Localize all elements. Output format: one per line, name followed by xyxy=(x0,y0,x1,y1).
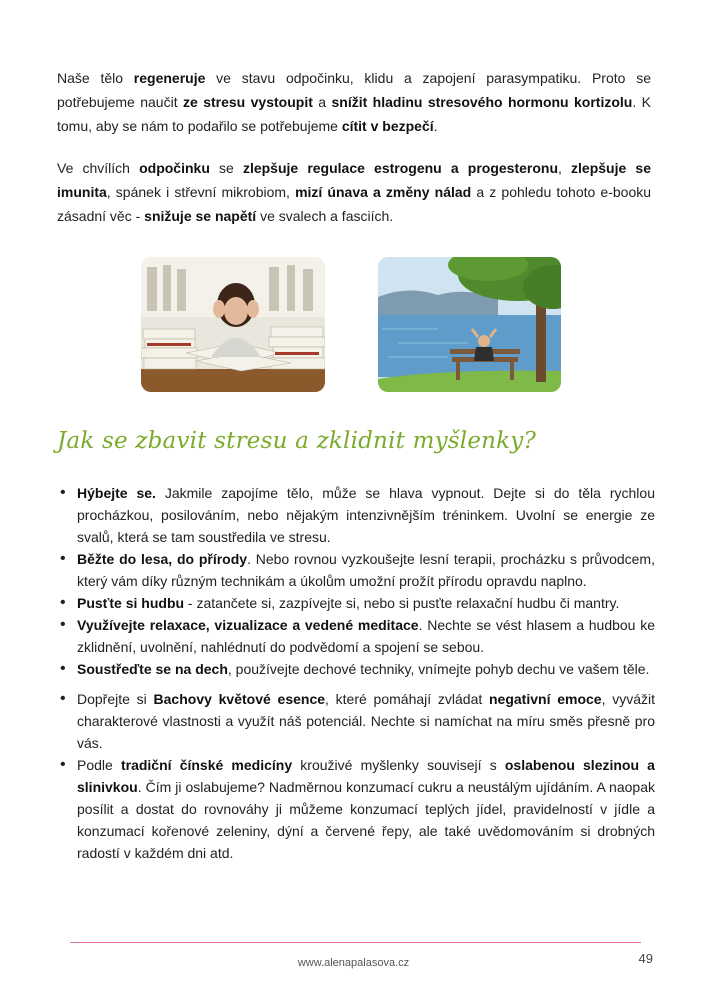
man-resting-on-bench-by-lake-photo xyxy=(378,257,561,392)
list-item: • Využívejte relaxace, vizualizace a vedené meditace. Nechte se vést hlasem a hudbou ke zklidnění, uvolnění, nahlédnutí do podvědomí a spojení se sebou. xyxy=(57,614,655,658)
list-item: • Hýbejte se. Jakmile zapojíme tělo, může se hlava vypnout. Dejte si do těla rychlou procházkou, posilováním, nebo nějakým intenzivnějším tréninkem. Uvolní se energie ze svalů, která se tam soustředila ve stresu. xyxy=(57,482,655,548)
tips-list xyxy=(57,482,655,864)
footer-website: www.alenapalasova.cz xyxy=(297,957,410,969)
section-heading: Jak se zbavit stresu a zklidnit myšlenky? xyxy=(57,428,537,454)
list-item: • Soustřeďte se na dech, používejte dechové techniky, vnímejte pohyb dechu ve vašem těle. xyxy=(57,658,655,680)
intro-paragraph-2: Ve chvílích odpočinku se zlepšuje regulace estrogenu a progesteronu, zlepšuje se imunita, spánek i střevní mikrobiom, mizí únava a změny nálad a z pohledu tohoto e-booku zásadní věc - snižuje se napětí ve svalech a fasciích. xyxy=(57,160,652,224)
footer-divider xyxy=(70,942,641,943)
list-item: • Podle tradiční čínské medicíny krouživé myšlenky souvisejí s oslabenou slezinou a slinivkou. Čím ji oslabujeme? Nadměrnou konzumací cukru a neustálým ujídáním. A naopak posílit a dostat do rovnováhy ji můžeme konzumací teplých jídel, pravidelností v jídle a konzumací kořenové zeleniny, dýní a červené řepy, ale také uvědomováním si drobných radostí v každém dni atd. xyxy=(57,754,655,864)
list-item: • Dopřejte si Bachovy květové esence, které pomáhají zvládat negativní emoce, vyvážit charakterové vlastnosti a využít náš potenciál. Nechte si namíchat na míru směs přesně pro vás. xyxy=(57,688,655,754)
stressed-woman-with-books-photo xyxy=(141,257,325,392)
list-item: • Pusťte si hudbu - zatančete si, zazpívejte si, nebo si pusťte relaxační hudbu či mantry. xyxy=(57,592,655,614)
list-item: • Běžte do lesa, do přírody. Nebo rovnou vyzkoušejte lesní terapii, procházku s průvodcem, který vám díky různým technikám a úkolům umožní prožít přírodu opravdu naplno. xyxy=(57,548,655,592)
intro-paragraph-1: Naše tělo regeneruje ve stavu odpočinku, klidu a zapojení parasympatiku. Proto se potřebujeme naučit ze stresu vystoupit a snížit hladinu stresového hormonu kortizolu. K tomu, aby se nám to podařilo se potřebujeme cítit v bezpečí. xyxy=(57,70,651,134)
page-number: 49 xyxy=(638,951,653,966)
